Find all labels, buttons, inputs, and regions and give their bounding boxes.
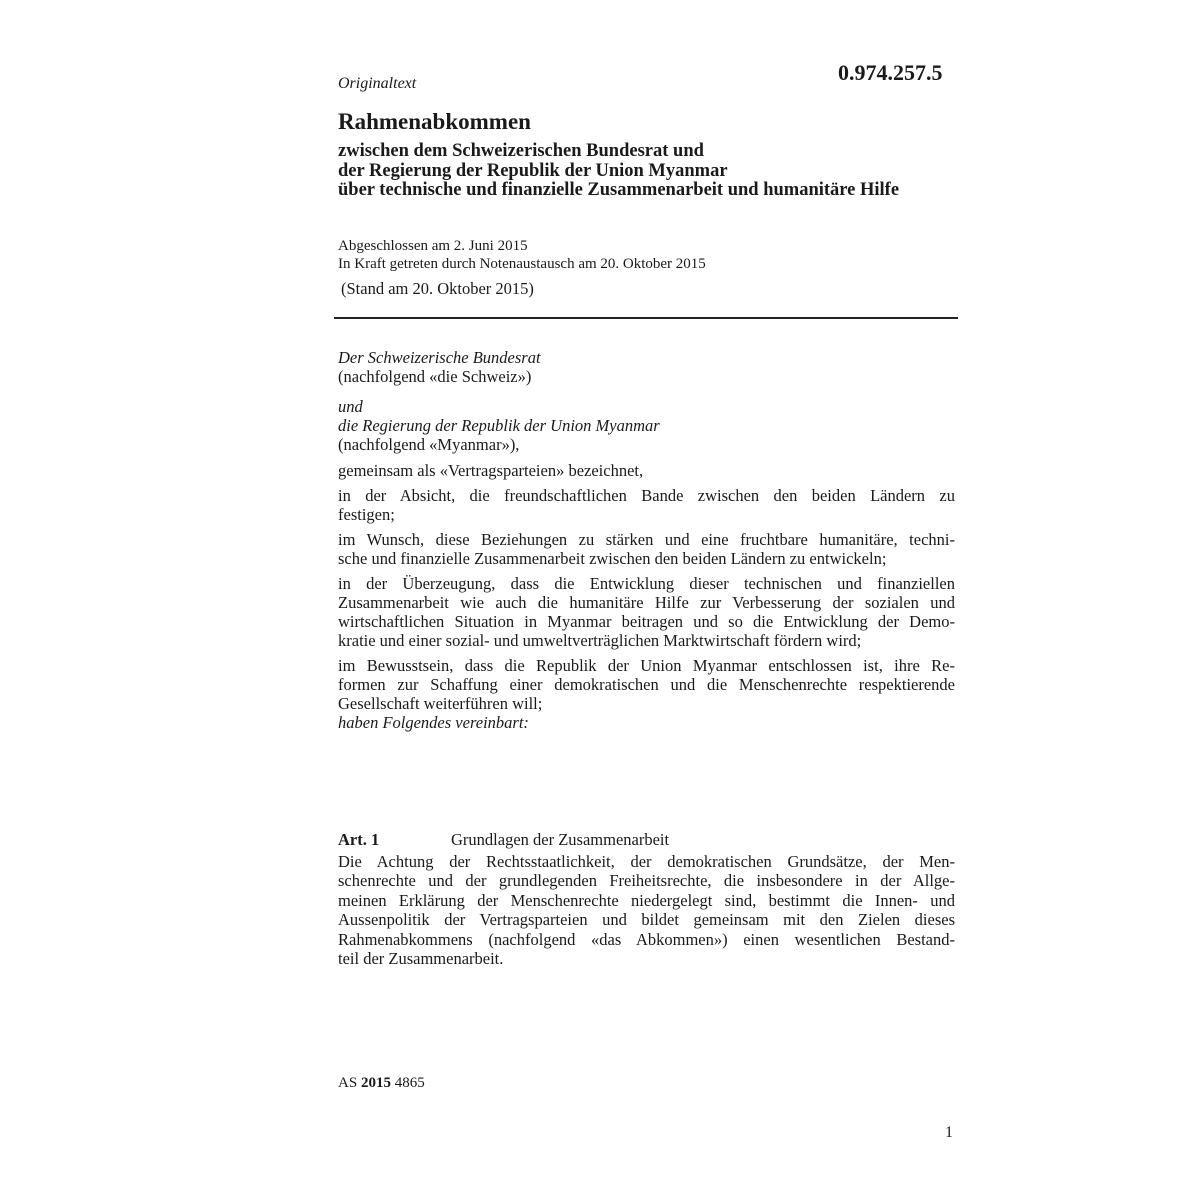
article-line: Die Achtung der Rechtsstaatlichkeit, der demokratischen Grundsätze, der Men- [338,851,955,871]
recital-line: Gesellschaft weiterführen will; [338,694,543,713]
page-number: 1 [945,1124,953,1141]
document-subtitle [338,142,899,201]
subtitle-line: über technische und finanzielle Zusammenarbeit und humanitäre Hilfe [338,180,900,200]
party1-name: Der Schweizerische Bundesrat [338,348,541,367]
official-compilation-reference [338,1075,425,1092]
subtitle-line: der Regierung der Republik der Union Myanmar [338,160,728,181]
article-1 [338,830,955,969]
article-number: Art. 1 [338,830,380,849]
original-text-label: Originaltext [338,75,417,92]
document-title: Rahmenabkommen [338,109,531,134]
recital-line: formen zur Schaffung einer demokratischen und die Menschenrechte respektierende [338,675,955,694]
party2-short: (nachfolgend «Myanmar»), [338,435,520,454]
article-line: Rahmenabkommens (nachfolgend «das Abkommen») einen wesentlichen Bestand- [338,929,955,949]
article-line: schenrechte und der grundlegenden Freiheitsrechte, die insbesondere in der Allge- [338,871,955,890]
subtitle-line: zwischen dem Schweizerischen Bundesrat und [338,141,704,161]
article-body [338,852,955,969]
as-page: 4865 [394,1075,425,1091]
article-line: teil der Zusammenarbeit. [338,949,504,968]
recital-line: sche und finanzielle Zusammenarbeit zwischen den beiden Ländern zu entwickeln; [338,549,887,568]
recital-line: festigen; [338,505,395,524]
preamble [338,348,955,732]
article-heading [338,830,955,850]
and-connector: und [338,397,363,416]
recital-2 [338,530,955,568]
recital-line: in der Absicht, die freundschaftlichen Bande zwischen den beiden Ländern zu [338,486,955,505]
as-year: 2015 [360,1075,391,1091]
in-force-date: In Kraft getreten durch Notenaustausch am 20. Oktober 2015 [338,256,706,272]
concluded-date: Abgeschlossen am 2. Juni 2015 [338,238,528,254]
agreement-clause: haben Folgendes vereinbart: [338,713,529,732]
document-meta [338,237,706,273]
party1-short: (nachfolgend «die Schweiz») [338,367,532,386]
article-line: Aussenpolitik der Vertragsparteien und bildet gemeinsam mit den Zielen dieses [338,910,955,929]
recital-line: im Wunsch, diese Beziehungen zu stärken und eine fruchtbare humanitäre, techni- [338,530,955,549]
article-line: meinen Erklärung der Menschenrechte niedergelegt sind, bestimmt die Innen- und [338,890,955,910]
recital-3 [338,574,955,650]
recital-line: Zusammenarbeit wie auch die humanitäre Hilfe zur Verbesserung der sozialen und [338,593,955,612]
recital-line: in der Überzeugung, dass die Entwicklung dieser technischen und finanziellen [338,574,955,593]
article-title: Grundlagen der Zusammenarbeit [451,830,670,849]
recital-line: kratie und einer sozial- und umweltverträglichen Marktwirtschaft fördern wird; [338,631,862,650]
recital-line: wirtschaftlichen Situation in Myanmar beitragen und so die Entwicklung der Demo- [338,612,955,631]
party2-name: die Regierung der Republik der Union Myanmar [338,416,660,435]
header-divider [334,317,958,319]
as-prefix: AS [338,1075,358,1091]
together-clause: gemeinsam als «Vertragsparteien» bezeichnet, [338,461,644,480]
recital-1 [338,486,955,524]
recital-4 [338,656,955,713]
sr-number: 0.974.257.5 [838,60,943,85]
status-date: (Stand am 20. Oktober 2015) [341,279,534,298]
recital-line: im Bewusstsein, dass die Republik der Union Myanmar entschlossen ist, ihre Re- [338,656,955,675]
